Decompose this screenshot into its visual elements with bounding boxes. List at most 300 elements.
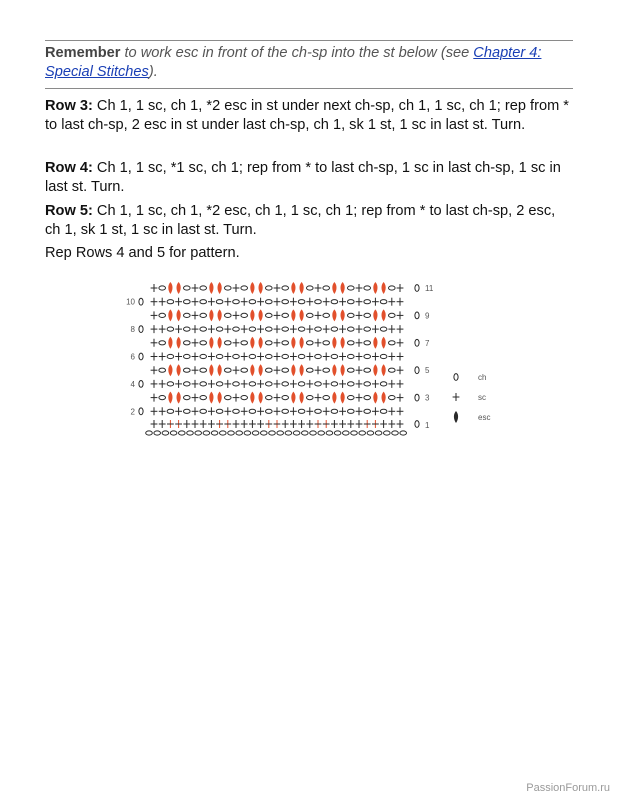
single-crochet-icon [339, 380, 346, 388]
single-crochet-icon [331, 420, 338, 428]
single-crochet-icon [241, 353, 248, 361]
chain-icon [348, 354, 355, 358]
chain-icon [392, 431, 399, 435]
chain-icon [184, 382, 191, 386]
chain-icon [298, 409, 305, 413]
remember-note [45, 44, 573, 82]
chain-icon [159, 396, 166, 400]
chain-icon [244, 431, 251, 435]
extended-single-crochet-icon [209, 364, 213, 376]
single-crochet-icon [339, 353, 346, 361]
chain-icon [249, 382, 256, 386]
single-crochet-icon [241, 298, 248, 306]
single-crochet-icon [233, 339, 240, 347]
single-crochet-icon [397, 284, 404, 292]
extended-single-crochet-icon [300, 392, 304, 404]
extended-single-crochet-icon [382, 309, 386, 321]
single-crochet-icon [339, 298, 346, 306]
single-crochet-icon [192, 339, 199, 347]
chain-icon [233, 354, 240, 358]
single-crochet-icon [323, 298, 330, 306]
extended-single-crochet-icon [382, 392, 386, 404]
chain-icon [364, 409, 371, 413]
row-number-left: 6 [130, 352, 135, 362]
chain-icon [282, 396, 289, 400]
chain-icon [200, 382, 207, 386]
chain-icon [389, 286, 396, 290]
single-crochet-icon [453, 393, 460, 401]
chain-icon [225, 341, 232, 345]
row-number-left: 8 [130, 325, 135, 335]
single-crochet-icon [257, 380, 264, 388]
chain-icon [351, 431, 358, 435]
chain-icon [359, 431, 366, 435]
extended-single-crochet-icon [250, 337, 254, 349]
extended-single-crochet-icon [291, 309, 295, 321]
extended-single-crochet-icon [177, 282, 181, 294]
single-crochet-icon [315, 284, 322, 292]
chain-icon [252, 431, 259, 435]
chain-icon [298, 327, 305, 331]
chain-icon [348, 396, 355, 400]
chain-icon [233, 327, 240, 331]
single-crochet-icon [356, 380, 363, 388]
turning-chain-icon [415, 285, 419, 292]
watermark: PassionForum.ru [526, 782, 610, 794]
single-crochet-icon [397, 420, 404, 428]
turning-chain-icon [454, 374, 458, 381]
extended-single-crochet-icon [373, 392, 377, 404]
single-crochet-icon [175, 380, 182, 388]
chain-icon [241, 286, 248, 290]
single-crochet-icon [175, 353, 182, 361]
chain-icon [228, 431, 235, 435]
extended-single-crochet-icon [168, 337, 172, 349]
chain-icon [380, 327, 387, 331]
single-crochet-icon [175, 298, 182, 306]
chain-icon [282, 368, 289, 372]
single-crochet-icon [306, 353, 313, 361]
chain-icon [216, 354, 223, 358]
legend-label: ch [478, 373, 487, 382]
extended-single-crochet-icon [209, 309, 213, 321]
single-crochet-icon [298, 420, 305, 428]
remember-tail: ). [148, 64, 158, 80]
single-crochet-icon [323, 407, 330, 415]
chain-icon [348, 313, 355, 317]
single-crochet-icon [274, 284, 281, 292]
row-number-right: 9 [425, 311, 430, 321]
turning-chain-icon [415, 339, 419, 346]
chain-icon [380, 354, 387, 358]
chain-icon [200, 409, 207, 413]
chain-icon [200, 286, 207, 290]
chain-icon [159, 286, 166, 290]
top-rule [45, 40, 573, 41]
single-crochet-icon [339, 420, 346, 428]
single-crochet-icon [257, 420, 264, 428]
single-crochet-icon [356, 353, 363, 361]
chain-icon [167, 382, 174, 386]
row-number-right: 7 [425, 338, 430, 348]
extended-single-crochet-icon [341, 364, 345, 376]
single-crochet-icon [151, 420, 158, 428]
chain-icon [159, 313, 166, 317]
chain-icon [285, 431, 292, 435]
single-crochet-icon [397, 366, 404, 374]
chain-icon [266, 313, 273, 317]
chain-icon [184, 368, 191, 372]
chain-icon [348, 368, 355, 372]
chain-icon [282, 409, 289, 413]
extended-single-crochet-icon [332, 364, 336, 376]
chain-icon [261, 431, 268, 435]
extended-single-crochet-icon [291, 392, 295, 404]
turning-chain-icon [415, 394, 419, 401]
chain-icon [389, 396, 396, 400]
chain-icon [236, 431, 243, 435]
chain-icon [216, 327, 223, 331]
single-crochet-icon [397, 380, 404, 388]
single-crochet-icon [274, 353, 281, 361]
single-crochet-icon [339, 407, 346, 415]
single-crochet-icon [208, 380, 215, 388]
chain-icon [200, 354, 207, 358]
single-crochet-icon [192, 284, 199, 292]
chain-icon [348, 286, 355, 290]
chain-icon [225, 286, 232, 290]
single-crochet-icon [323, 325, 330, 333]
single-crochet-icon [192, 380, 199, 388]
chain-icon [225, 313, 232, 317]
chain-icon [200, 327, 207, 331]
chain-icon [364, 313, 371, 317]
extended-single-crochet-icon [209, 282, 213, 294]
chain-icon [364, 368, 371, 372]
single-crochet-icon [192, 325, 199, 333]
single-crochet-icon [224, 353, 231, 361]
chain-icon [266, 300, 273, 304]
extended-single-crochet-icon [259, 392, 263, 404]
single-crochet-icon [356, 407, 363, 415]
single-crochet-icon [397, 325, 404, 333]
legend-label: sc [478, 393, 486, 402]
single-crochet-icon [208, 325, 215, 333]
single-crochet-icon [388, 380, 395, 388]
extended-single-crochet-icon [341, 309, 345, 321]
extended-single-crochet-icon [259, 337, 263, 349]
extended-single-crochet-icon [373, 309, 377, 321]
chain-icon [167, 354, 174, 358]
extended-single-crochet-icon [168, 364, 172, 376]
single-crochet-icon [233, 366, 240, 374]
chain-icon [364, 396, 371, 400]
chain-icon [315, 327, 322, 331]
extended-single-crochet-icon [209, 392, 213, 404]
single-crochet-icon [290, 353, 297, 361]
chain-icon [200, 341, 207, 345]
turning-chain-icon [139, 326, 143, 333]
chain-icon [159, 341, 166, 345]
chain-icon [266, 327, 273, 331]
single-crochet-icon [282, 420, 289, 428]
single-crochet-icon [224, 407, 231, 415]
chain-icon [302, 431, 309, 435]
single-crochet-icon [151, 407, 158, 415]
row-number-left: 2 [130, 407, 135, 417]
single-crochet-icon [274, 407, 281, 415]
chain-icon [315, 300, 322, 304]
row-4-text: Ch 1, 1 sc, *1 sc, ch 1; rep from * to last ch-sp, 1 sc in last ch-sp, 1 sc in last st. Turn. [45, 160, 561, 195]
chain-icon [307, 341, 314, 345]
chain-icon [331, 327, 338, 331]
chain-icon [331, 382, 338, 386]
chain-icon [200, 368, 207, 372]
single-crochet-icon [274, 380, 281, 388]
extended-single-crochet-icon [300, 282, 304, 294]
remember-label: Remember [45, 45, 121, 61]
single-crochet-icon [323, 353, 330, 361]
chain-icon [380, 409, 387, 413]
chain-icon [195, 431, 202, 435]
extended-single-crochet-icon [300, 337, 304, 349]
extended-single-crochet-icon [218, 337, 222, 349]
extended-single-crochet-icon [168, 282, 172, 294]
single-crochet-icon [290, 380, 297, 388]
turning-chain-icon [415, 367, 419, 374]
single-crochet-icon [290, 407, 297, 415]
chain-icon [310, 431, 317, 435]
row-number-right: 5 [425, 366, 430, 376]
single-crochet-icon [233, 394, 240, 402]
chain-icon [364, 286, 371, 290]
single-crochet-icon [356, 311, 363, 319]
single-crochet-icon [356, 366, 363, 374]
extended-single-crochet-icon [373, 282, 377, 294]
single-crochet-icon [274, 394, 281, 402]
chain-icon [282, 382, 289, 386]
chain-icon [282, 341, 289, 345]
chain-icon [249, 327, 256, 331]
extended-single-crochet-icon [332, 337, 336, 349]
extended-single-crochet-icon [209, 337, 213, 349]
single-crochet-icon [306, 325, 313, 333]
chain-icon [348, 382, 355, 386]
extended-single-crochet-icon [218, 282, 222, 294]
extended-single-crochet-icon [382, 282, 386, 294]
chain-icon [334, 431, 341, 435]
chain-icon [269, 431, 276, 435]
chain-icon [389, 368, 396, 372]
extended-single-crochet-icon [259, 309, 263, 321]
chain-icon [154, 431, 161, 435]
single-crochet-icon [397, 353, 404, 361]
extended-single-crochet-icon [341, 392, 345, 404]
extended-single-crochet-icon [250, 392, 254, 404]
single-crochet-icon [151, 366, 158, 374]
single-crochet-icon [151, 298, 158, 306]
chain-icon [266, 354, 273, 358]
chain-icon [315, 409, 322, 413]
single-crochet-icon [372, 298, 379, 306]
extended-single-crochet-icon [291, 282, 295, 294]
stitch-chart [118, 278, 508, 443]
single-crochet-icon [159, 380, 166, 388]
chain-icon [323, 341, 330, 345]
single-crochet-icon [241, 325, 248, 333]
row-number-right: 3 [425, 393, 430, 403]
extended-single-crochet-icon [341, 282, 345, 294]
single-crochet-icon [151, 394, 158, 402]
single-crochet-icon [274, 366, 281, 374]
chain-icon [307, 396, 314, 400]
single-crochet-icon [315, 339, 322, 347]
single-crochet-icon [151, 311, 158, 319]
single-crochet-icon [257, 353, 264, 361]
chain-icon [307, 286, 314, 290]
chain-icon [384, 431, 391, 435]
turning-chain-icon [139, 408, 143, 415]
chain-icon [364, 382, 371, 386]
row-4-instruction [45, 159, 573, 197]
single-crochet-icon [192, 353, 199, 361]
chain-icon [233, 382, 240, 386]
chain-icon [307, 368, 314, 372]
extended-single-crochet-icon [382, 337, 386, 349]
extended-single-crochet-icon [250, 364, 254, 376]
chain-icon [380, 382, 387, 386]
single-crochet-icon [274, 339, 281, 347]
chain-icon [225, 396, 232, 400]
single-crochet-icon [159, 420, 166, 428]
single-crochet-icon [315, 394, 322, 402]
chain-icon [162, 431, 169, 435]
chain-icon [184, 341, 191, 345]
turning-chain-icon [415, 421, 419, 428]
single-crochet-icon [397, 394, 404, 402]
row-4-label: Row 4: [45, 160, 93, 176]
single-crochet-icon [183, 420, 190, 428]
chain-icon [167, 409, 174, 413]
chain-icon [331, 300, 338, 304]
single-crochet-icon [208, 298, 215, 306]
single-crochet-icon [233, 284, 240, 292]
row-3-instruction [45, 97, 573, 135]
extended-single-crochet-icon [177, 337, 181, 349]
legend-label: esc [478, 413, 491, 422]
extended-single-crochet-icon [177, 309, 181, 321]
row-3-text: Ch 1, 1 sc, ch 1, *2 esc in st under next ch-sp, ch 1, 1 sc, ch 1; rep from * to last ch-sp, 2 esc in st under last ch-sp, ch 1, sk 1 st, 1 sc in last st. Turn. [45, 98, 569, 133]
single-crochet-icon [356, 325, 363, 333]
chain-icon [216, 300, 223, 304]
chain-icon [266, 341, 273, 345]
single-crochet-icon [208, 353, 215, 361]
single-crochet-icon [347, 420, 354, 428]
turning-chain-icon [415, 312, 419, 319]
chain-icon [184, 313, 191, 317]
chain-icon [211, 431, 218, 435]
single-crochet-icon [306, 380, 313, 388]
chain-icon [364, 354, 371, 358]
single-crochet-icon [290, 420, 297, 428]
single-crochet-icon [323, 380, 330, 388]
single-crochet-icon [208, 420, 215, 428]
extended-single-crochet-icon [168, 309, 172, 321]
extended-single-crochet-icon [291, 364, 295, 376]
single-crochet-icon [356, 394, 363, 402]
chain-icon [400, 431, 407, 435]
single-crochet-icon [241, 407, 248, 415]
single-crochet-icon [356, 420, 363, 428]
single-crochet-icon [397, 298, 404, 306]
chain-icon [282, 313, 289, 317]
chain-icon [167, 300, 174, 304]
chain-icon [241, 396, 248, 400]
single-crochet-icon [315, 366, 322, 374]
single-crochet-icon [257, 325, 264, 333]
chain-icon [277, 431, 284, 435]
single-crochet-icon [356, 284, 363, 292]
chapter-4-link[interactable]: Chapter 4: Special Stitches [45, 45, 542, 80]
single-crochet-icon [372, 380, 379, 388]
chain-icon [323, 396, 330, 400]
chain-icon [389, 341, 396, 345]
row-number-left: 4 [130, 379, 135, 389]
extended-single-crochet-icon [218, 392, 222, 404]
extended-single-crochet-icon [177, 392, 181, 404]
chain-icon [367, 431, 374, 435]
single-crochet-icon [306, 298, 313, 306]
chain-icon [318, 431, 325, 435]
chain-icon [323, 286, 330, 290]
chain-icon [298, 300, 305, 304]
chain-icon [184, 409, 191, 413]
chain-icon [298, 354, 305, 358]
single-crochet-icon [388, 325, 395, 333]
extended-single-crochet-icon [291, 337, 295, 349]
single-crochet-icon [372, 407, 379, 415]
single-crochet-icon [151, 353, 158, 361]
chain-icon [249, 354, 256, 358]
single-crochet-icon [274, 311, 281, 319]
chain-icon [241, 341, 248, 345]
chain-icon [200, 396, 207, 400]
chain-icon [225, 368, 232, 372]
single-crochet-icon [175, 325, 182, 333]
single-crochet-icon [151, 339, 158, 347]
extended-single-crochet-icon [259, 282, 263, 294]
chain-icon [220, 431, 227, 435]
chain-icon [282, 286, 289, 290]
chain-icon [233, 409, 240, 413]
single-crochet-icon [388, 353, 395, 361]
extended-single-crochet-icon [259, 364, 263, 376]
single-crochet-icon [372, 353, 379, 361]
chain-icon [293, 431, 300, 435]
single-crochet-icon [274, 325, 281, 333]
extended-single-crochet-icon [300, 309, 304, 321]
chain-icon [348, 409, 355, 413]
single-crochet-icon [151, 380, 158, 388]
single-crochet-icon [388, 298, 395, 306]
extended-single-crochet-icon [332, 392, 336, 404]
single-crochet-icon [151, 325, 158, 333]
single-crochet-icon [192, 420, 199, 428]
row-5-label: Row 5: [45, 203, 93, 219]
chain-icon [343, 431, 350, 435]
single-crochet-icon [339, 325, 346, 333]
chain-icon [348, 341, 355, 345]
